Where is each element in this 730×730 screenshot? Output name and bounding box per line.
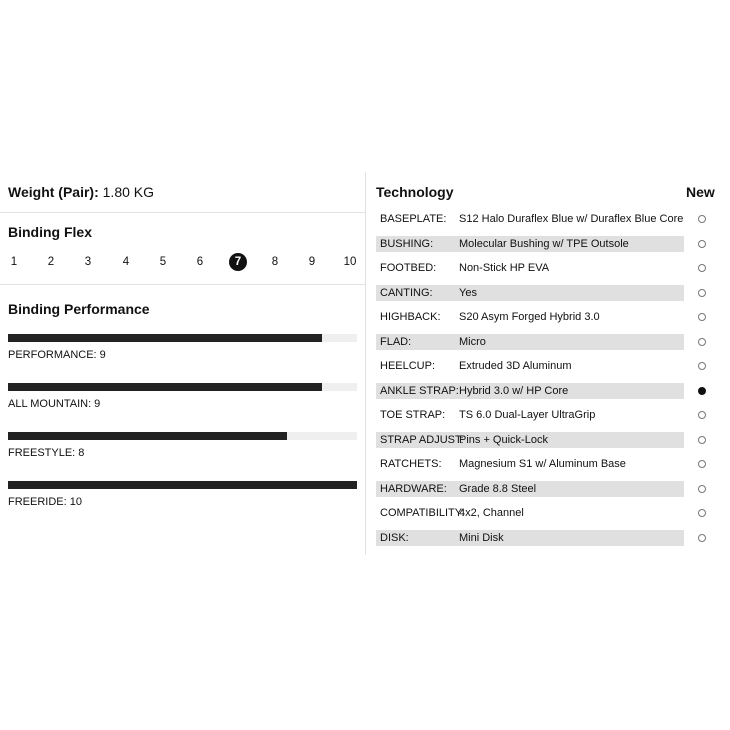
technology-value: Mini Disk xyxy=(459,531,504,544)
technology-key: BUSHING: xyxy=(380,237,434,250)
new-indicator-icon xyxy=(698,387,706,395)
technology-row xyxy=(376,505,684,521)
new-indicator-icon xyxy=(698,534,706,542)
binding-flex-title: Binding Flex xyxy=(8,224,92,240)
new-indicator-icon xyxy=(698,240,706,248)
flex-scale-number: 10 xyxy=(343,256,357,268)
technology-row xyxy=(376,236,684,252)
technology-row xyxy=(376,211,684,227)
weight-value: 1.80 KG xyxy=(102,184,155,200)
divider xyxy=(0,212,365,213)
flex-scale-number: 3 xyxy=(84,256,92,268)
column-divider xyxy=(365,172,366,555)
technology-value: S12 Halo Duraflex Blue w/ Duraflex Blue Core xyxy=(459,213,684,225)
technology-row xyxy=(376,309,684,325)
flex-scale-number: 6 xyxy=(196,256,204,268)
performance-bar-fill xyxy=(8,334,322,342)
weight-label: Weight (Pair): xyxy=(8,184,99,200)
new-column-title: New xyxy=(686,184,715,200)
technology-key: RATCHETS: xyxy=(380,458,442,470)
technology-value: Hybrid 3.0 w/ HP Core xyxy=(459,384,569,397)
flex-scale-number: 4 xyxy=(122,256,130,268)
technology-row xyxy=(376,260,684,276)
performance-bar xyxy=(8,432,357,440)
performance-label: FREERIDE: 10 xyxy=(8,496,82,508)
technology-row xyxy=(376,530,684,546)
performance-bar-fill xyxy=(8,383,322,391)
technology-row xyxy=(376,481,684,497)
technology-row xyxy=(376,358,684,374)
new-indicator-icon xyxy=(698,485,706,493)
performance-label: FREESTYLE: 8 xyxy=(8,447,85,459)
new-indicator-icon xyxy=(698,362,706,370)
flex-scale xyxy=(0,253,365,271)
divider xyxy=(0,284,365,285)
technology-key: HEELCUP: xyxy=(380,360,436,372)
technology-key: FLAD: xyxy=(380,335,412,348)
technology-value: S20 Asym Forged Hybrid 3.0 xyxy=(459,311,600,323)
technology-row xyxy=(376,456,684,472)
technology-row xyxy=(376,334,684,350)
flex-scale-number: 8 xyxy=(271,256,279,268)
technology-value: Yes xyxy=(459,286,477,299)
technology-key: BASEPLATE: xyxy=(380,213,447,225)
technology-value: Pins + Quick-Lock xyxy=(459,433,548,446)
performance-label: PERFORMANCE: 9 xyxy=(8,349,106,361)
performance-bar xyxy=(8,481,357,489)
technology-value: TS 6.0 Dual-Layer UltraGrip xyxy=(459,409,596,421)
binding-performance-title: Binding Performance xyxy=(8,301,150,317)
technology-row xyxy=(376,432,684,448)
technology-key: HIGHBACK: xyxy=(380,311,441,323)
technology-key: COMPATIBILITY: xyxy=(380,507,465,519)
technology-key: FOOTBED: xyxy=(380,262,437,274)
technology-value: Molecular Bushing w/ TPE Outsole xyxy=(459,237,629,250)
performance-bar-fill xyxy=(8,481,357,489)
technology-value: 4x2, Channel xyxy=(459,507,524,519)
technology-value: Magnesium S1 w/ Aluminum Base xyxy=(459,458,626,470)
weight-spec xyxy=(8,184,154,200)
flex-scale-number: 1 xyxy=(10,256,18,268)
flex-scale-number: 2 xyxy=(47,256,55,268)
technology-value: Extruded 3D Aluminum xyxy=(459,360,572,372)
technology-value: Micro xyxy=(459,335,486,348)
new-indicator-icon xyxy=(698,460,706,468)
technology-title: Technology xyxy=(376,184,454,200)
new-indicator-icon xyxy=(698,509,706,517)
new-indicator-icon xyxy=(698,264,706,272)
technology-key: TOE STRAP: xyxy=(380,409,446,421)
flex-scale-number: 7 xyxy=(229,253,247,271)
performance-label: ALL MOUNTAIN: 9 xyxy=(8,398,101,410)
technology-key: STRAP ADJUST: xyxy=(380,433,464,446)
technology-key: ANKLE STRAP: xyxy=(380,384,459,397)
technology-value: Non-Stick HP EVA xyxy=(459,262,550,274)
technology-row xyxy=(376,285,684,301)
technology-row xyxy=(376,407,684,423)
flex-scale-number: 9 xyxy=(308,256,316,268)
new-indicator-icon xyxy=(698,436,706,444)
new-indicator-icon xyxy=(698,338,706,346)
performance-bar-fill xyxy=(8,432,287,440)
new-indicator-icon xyxy=(698,313,706,321)
new-indicator-icon xyxy=(698,411,706,419)
technology-value: Grade 8.8 Steel xyxy=(459,482,537,495)
new-indicator-icon xyxy=(698,289,706,297)
technology-key: CANTING: xyxy=(380,286,433,299)
performance-bar xyxy=(8,383,357,391)
technology-key: DISK: xyxy=(380,531,409,544)
technology-row xyxy=(376,383,684,399)
new-indicator-icon xyxy=(698,215,706,223)
technology-key: HARDWARE: xyxy=(380,482,447,495)
flex-scale-number: 5 xyxy=(159,256,167,268)
performance-bar xyxy=(8,334,357,342)
